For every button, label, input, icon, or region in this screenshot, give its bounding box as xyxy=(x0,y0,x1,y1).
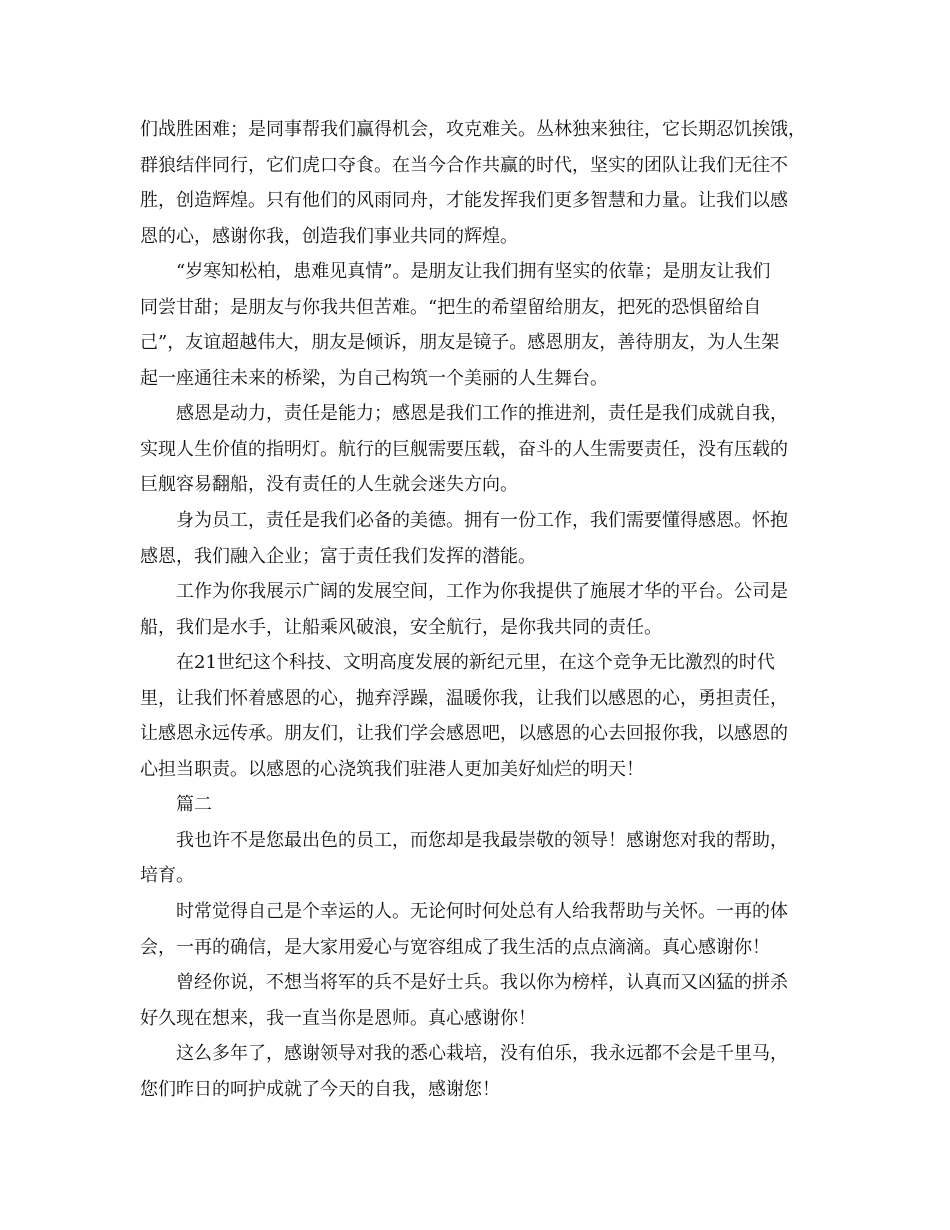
text-line: 好久现在想来，我一直当你是恩师。真心感谢你！ xyxy=(140,1007,536,1029)
text-line: 让感恩永远传承。朋友们，让我们学会感恩吧，以感恩的心去回报你我，以感恩的 xyxy=(140,723,788,745)
text-line: 胜，创造辉煌。只有他们的风雨同舟，才能发挥我们更多智慧和力量。让我们以感 xyxy=(140,190,788,212)
paragraph-start-line: 我也许不是您最出色的员工，而您却是我最崇敬的领导！感谢您对我的帮助， xyxy=(176,829,788,851)
text-line: 恩的心，感谢你我，创造我们事业共同的辉煌。 xyxy=(140,225,518,247)
text-line: 实现人生价值的指明灯。航行的巨舰需要压载，奋斗的人生需要责任，没有压载的 xyxy=(140,438,788,460)
text-line: 们战胜困难；是同事帮我们赢得机会，攻克难关。丛林独来独往，它长期忍饥挨饿， xyxy=(140,119,806,140)
paragraph-start-line: 工作为你我展示广阔的发展空间，工作为你我提供了施展才华的平台。公司是 xyxy=(176,581,788,603)
text-line: 船，我们是水手，让船乘风破浪，安全航行，是你我共同的责任。 xyxy=(140,616,662,638)
paragraph-start-line: “岁寒知松柏，患难见真情”。是朋友让我们拥有坚实的依靠；是朋友让我们 xyxy=(176,261,771,283)
paragraph-start-line: 时常觉得自己是个幸运的人。无论何时何处总有人给我帮助与关怀。一再的体 xyxy=(176,901,788,923)
paragraph-start-line: 感恩是动力，责任是能力；感恩是我们工作的推进剂，责任是我们成就自我， xyxy=(176,403,788,425)
paragraph-start-line: 身为员工，责任是我们必备的美德。拥有一份工作，我们需要懂得感恩。怀抱 xyxy=(176,510,788,532)
text-line: 群狼结伴同行，它们虎口夺食。在当今合作共赢的时代，坚实的团队让我们无往不 xyxy=(140,154,788,176)
paragraph-start-line: 曾经你说，不想当将军的兵不是好士兵。我以你为榜样，认真而又凶猛的拼杀 xyxy=(176,972,788,994)
text-line: 感恩，我们融入企业；富于责任我们发挥的潜能。 xyxy=(140,545,536,567)
paragraph-start-line: 在21世纪这个科技、文明高度发展的新纪元里，在这个竞争无比激烈的时代 xyxy=(176,652,775,674)
text-line: 会，一再的确信，是大家用爱心与宽容组成了我生活的点点滴滴。真心感谢你！ xyxy=(140,936,770,958)
text-line: 同尝甘甜；是朋友与你我共但苦难。“把生的希望留给朋友，把死的恐惧留给自 xyxy=(140,296,762,318)
section-heading: 篇二 xyxy=(176,794,212,816)
text-line: 里，让我们怀着感恩的心，抛弃浮躁，温暖你我，让我们以感恩的心，勇担责任， xyxy=(140,687,788,709)
document-body xyxy=(140,112,840,1107)
text-line: 培育。 xyxy=(140,865,194,887)
text-line: 起一座通往未来的桥梁，为自己构筑一个美丽的人生舞台。 xyxy=(140,367,608,389)
text-line: 您们昨日的呵护成就了今天的自我，感谢您！ xyxy=(140,1078,500,1100)
text-line: 己”，友谊超越伟大，朋友是倾诉，朋友是镜子。感恩朋友，善待朋友，为人生架 xyxy=(140,332,780,354)
text-line: 心担当职责。以感恩的心浇筑我们驻港人更加美好灿烂的明天！ xyxy=(140,758,644,780)
text-line: 巨舰容易翻船，没有责任的人生就会迷失方向。 xyxy=(140,474,518,496)
paragraph-start-line: 这么多年了，感谢领导对我的悉心栽培，没有伯乐，我永远都不会是千里马， xyxy=(176,1043,788,1065)
